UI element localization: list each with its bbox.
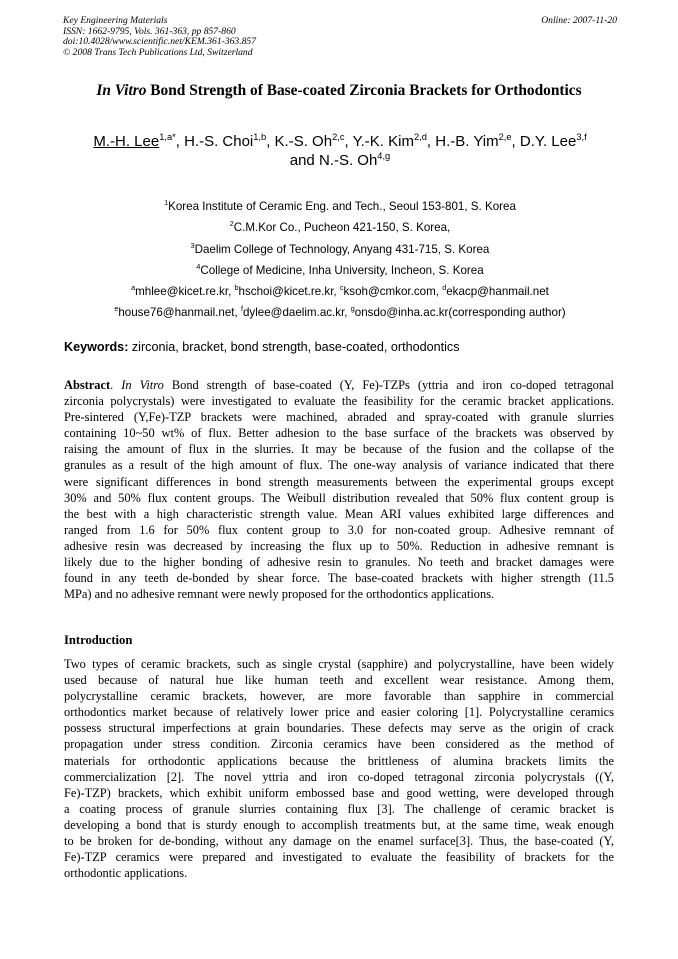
abstract-line: 30% and 50% flux content groups. The Weibull distribution revealed that 50% flux content group is — [64, 490, 614, 505]
intro-line: commercialization [2]. The novel yttria and iron co-doped tetragonal zirconia polycrystals ((Y, — [64, 769, 614, 784]
email-marker: a — [131, 283, 136, 293]
intro-line: Fe)-TZP) brackets, which exhibit uniform embossed base and good wetting, were developed through — [64, 785, 614, 800]
abstract-label-dot: . — [110, 378, 122, 392]
title-rest: Bond Strength of Base-coated Zirconia Brackets for Orthodontics — [146, 82, 582, 99]
abstract-label: Abstract — [64, 378, 111, 392]
email-address[interactable]: hschoi@kicet.re.kr, — [238, 285, 340, 299]
author-line-2 — [40, 151, 640, 170]
author-separator: , — [426, 133, 436, 150]
intro-line: propagation under stress condition. Zirconia ceramics have been considered as the method of — [64, 737, 614, 752]
abstract-line: containing 10~50 wt% of flux. Better adhesion to the base surface of the brackets was observed by — [64, 426, 614, 441]
affiliation — [40, 196, 640, 217]
email-address[interactable]: ekacp@hanmail.net — [446, 285, 549, 299]
keywords-text: zirconia, bracket, bond strength, base-coated, orthodontics — [128, 340, 460, 354]
author-marker: 3,f — [576, 132, 587, 142]
author-name: K.-S. Oh — [274, 133, 333, 150]
intro-line: developing a bond that is sturdy enough to accomplish treatments but, at the same time, weak enough — [64, 817, 614, 832]
author-marker: 2,d — [413, 132, 427, 142]
online-date: Online: 2007-11-20 — [541, 15, 617, 26]
keywords — [64, 340, 624, 354]
email-marker: e — [114, 304, 119, 314]
author-name: D.Y. Lee — [519, 133, 577, 150]
abstract-first-line-text: Bond strength of base-coated (Y, Fe)-TZPs (yttria and iron co-doped tetragonal — [163, 378, 614, 392]
title-italic: In Vitro — [96, 82, 147, 99]
abstract-line: zirconia polycrystals) were investigated to evaluate the feasibility for the ceramic bracket applications. — [64, 394, 614, 409]
author-separator: , — [175, 133, 185, 150]
email-marker: c — [339, 283, 344, 293]
intro-line: materials for orthodontic applications because the brittleness of alumina brackets limits the — [64, 753, 614, 768]
author-name: H.-S. Choi — [184, 133, 254, 150]
author-separator: , — [266, 133, 275, 150]
doi-line[interactable]: doi:10.4028/www.scientific.net/KEM.361-363.857 — [63, 36, 257, 48]
abstract-line: raising the amount of flux in the slurries. It may be because of the fusion and the collapse of the — [64, 442, 614, 457]
email-marker: f — [240, 304, 243, 314]
author-marker: 1,a* — [159, 132, 176, 142]
intro-line: to be broken for de-bonding, without any damage on the enamel surface[3]. Thus, the base-coated (Y, — [64, 834, 614, 849]
abstract-line: were significant differences in bond strength measurements between the experimental groups except — [64, 474, 614, 489]
introduction-body — [64, 656, 614, 881]
intro-line: Two types of ceramic brackets, such as single crystal (sapphire) and polycrystalline, have been widely — [64, 657, 614, 671]
paper-title — [0, 82, 678, 100]
abstract-line: likely due to the higher bonding of adhesive resin to granules. No teeth and bracket damages were — [64, 555, 614, 570]
email-address[interactable]: ksoh@cmkor.com, — [343, 285, 443, 299]
intro-line: used because of natural hue like human teeth and excellent wear resistance. Among them, — [64, 673, 614, 688]
abstract — [64, 377, 614, 602]
author-marker: 2,e — [498, 132, 512, 142]
author-marker: 1,b — [253, 132, 267, 142]
affiliation — [40, 217, 640, 238]
author-name: Y.-K. Kim — [352, 133, 414, 150]
affiliation — [40, 260, 640, 281]
abstract-line: MPa) and no adhesive remnant were newly proposed for the orthodontics applications. — [64, 587, 495, 602]
affiliation-marker: 2 — [229, 219, 234, 229]
intro-line: orthodontic applications. — [64, 866, 188, 881]
email-marker: b — [234, 283, 239, 293]
intro-line: polycrystalline ceramic brackets, however, are more favorable than sapphire in commercial — [64, 689, 614, 704]
author-marker: 4,g — [377, 151, 391, 161]
affiliation-marker: 4 — [196, 262, 201, 272]
author-name: and N.-S. Oh — [289, 152, 378, 169]
affiliations — [40, 196, 640, 324]
intro-line: orthodontics market because of relatively lower price and easier coloring [1]. Polycrystalline ceramics — [64, 705, 614, 720]
abstract-line: ranged from 1.6 for 50% flux content group to 3.0 for non-coated group. Adhesive remnant of — [64, 522, 614, 537]
journal-name: Key Engineering Materials — [63, 15, 168, 26]
author-separator: , — [344, 133, 353, 150]
affiliation-text: C.M.Kor Co., Pucheon 421-150, S. Korea, — [233, 221, 451, 235]
affiliation-marker: 3 — [190, 240, 195, 250]
author-separator: , — [511, 133, 520, 150]
abstract-line: granules as a result of the high amount of flux. The one-way analysis of variance indicated that there — [64, 458, 614, 473]
email-address[interactable]: onsdo@inha.ac.kr(corresponding author) — [354, 306, 566, 320]
email-marker: d — [442, 283, 447, 293]
keywords-label: Keywords: — [64, 340, 129, 354]
author-name: M.-H. Lee — [93, 133, 160, 150]
affiliation — [40, 239, 640, 260]
abstract-italic: In Vitro — [121, 378, 164, 392]
abstract-line: the best with a high characteristic strength value. Mean ARI values exhibited large differences and — [64, 506, 614, 521]
issn-line: ISSN: 1662-9795, Vols. 361-363, pp 857-860 — [63, 25, 236, 37]
abstract-line: found in any teeth de-bonded by shear force. The base-coated brackets with higher strength (11.5 — [64, 571, 614, 586]
email-address[interactable]: dylee@daelim.ac.kr, — [242, 306, 351, 320]
email-address[interactable]: house76@hanmail.net, — [118, 306, 241, 320]
abstract-line: adhesive resin was decreased by increasing the flux up to 50%. Reduction in adhesive remnant is — [64, 538, 614, 553]
email-line — [40, 302, 640, 323]
email-line — [40, 281, 640, 302]
section-heading-introduction: Introduction — [64, 633, 133, 647]
abstract-line: Pre-sintered (Y,Fe)-TZP brackets were machined, abraded and spray-coated with granule slurries — [64, 410, 614, 425]
email-address[interactable]: mhlee@kicet.re.kr, — [135, 285, 235, 299]
intro-line: a coating process of granule slurries containing flux [3]. The challenge of ceramic bracket is — [64, 801, 614, 816]
author-marker: 2,c — [332, 132, 345, 142]
intro-line: possess structural imperfections at grain boundaries. These defects may serve as the origin of crack — [64, 721, 614, 736]
publication-header — [63, 16, 617, 58]
affiliation-text: Korea Institute of Ceramic Eng. and Tech., Seoul 153-801, S. Korea — [168, 200, 516, 213]
affiliation-text: Daelim College of Technology, Anyang 431-715, S. Korea — [194, 242, 490, 256]
abstract-line — [64, 377, 614, 393]
author-line-1 — [40, 132, 640, 151]
affiliation-text: College of Medicine, Inha University, Incheon, S. Korea — [200, 263, 484, 277]
intro-line: Fe)-TZP ceramics were prepared and investigated to evaluate the feasibility of brackets for the — [64, 850, 614, 865]
author-list — [40, 132, 640, 170]
email-marker: g — [350, 304, 355, 314]
author-name: H.-B. Yim — [435, 133, 499, 150]
affiliation-marker: 1 — [164, 198, 169, 208]
copyright-line: © 2008 Trans Tech Publications Ltd, Switzerland — [63, 46, 253, 58]
